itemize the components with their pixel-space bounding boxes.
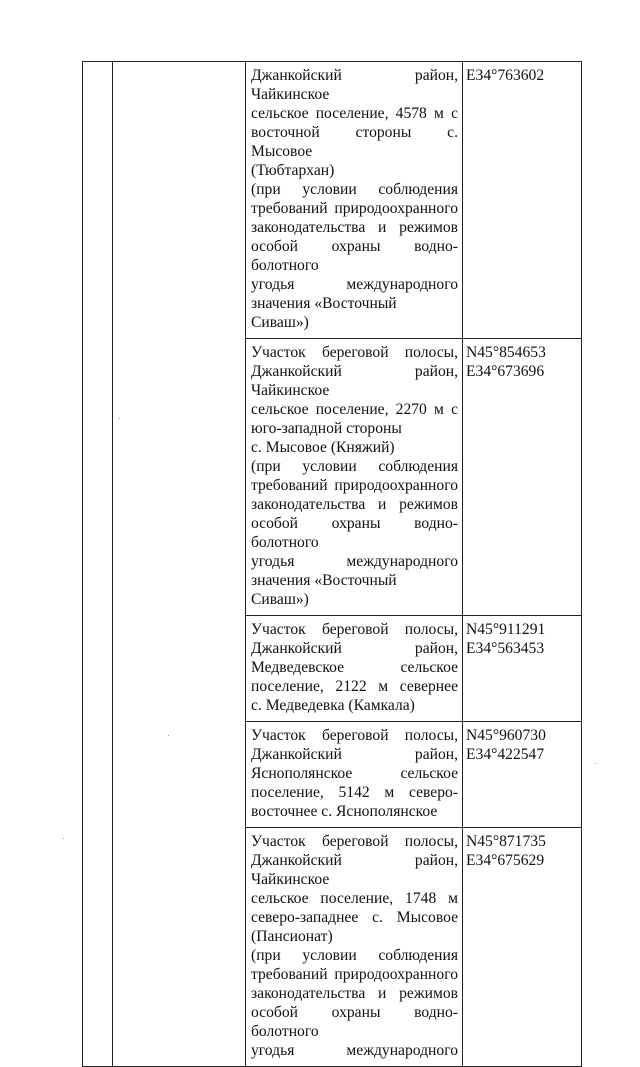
description-line: Джанкойский район, Чайкинское bbox=[251, 67, 458, 103]
coordinates-cell: N45°871735 E34°675629 bbox=[463, 828, 582, 1067]
table-row bbox=[83, 722, 582, 828]
number-cell bbox=[83, 722, 113, 828]
scan-speck bbox=[168, 735, 169, 736]
description-line: требований природоохранного bbox=[251, 477, 458, 494]
description-line: (при условии соблюдения bbox=[251, 181, 458, 198]
scan-speck bbox=[63, 838, 64, 839]
number-cell bbox=[83, 616, 113, 722]
description-cell bbox=[246, 62, 463, 339]
description-line: поселение, 2122 м севернее bbox=[251, 678, 458, 695]
description-line: особой охраны водно-болотного bbox=[251, 238, 458, 274]
description-line: (Тюбтархан) bbox=[251, 162, 335, 179]
number-cell bbox=[83, 339, 113, 616]
coordinates-cell: N45°911291 E34°563453 bbox=[463, 616, 582, 722]
description-line: юго-западной стороны bbox=[251, 420, 402, 437]
description-line: северо-западнее с. Мысовое bbox=[251, 909, 458, 926]
description-cell bbox=[246, 828, 463, 1067]
description-line: поселение, 5142 м северо- bbox=[251, 784, 458, 801]
description-line: угодья международного bbox=[251, 276, 458, 293]
description-line: Джанкойский район, bbox=[251, 746, 458, 763]
description-line: значения «Восточный Сиваш») bbox=[251, 572, 397, 608]
description-line: требований природоохранного bbox=[251, 200, 458, 217]
description-line: восточнее с. Яснополянское bbox=[251, 803, 438, 820]
description-line: особой охраны водно-болотного bbox=[251, 1004, 458, 1040]
name-cell bbox=[113, 616, 246, 722]
number-cell bbox=[83, 62, 113, 339]
description-line: Участок береговой полосы, bbox=[251, 344, 458, 361]
number-cell bbox=[83, 828, 113, 1067]
description-line: Участок береговой полосы, bbox=[251, 621, 458, 638]
description-line: законодательства и режимов bbox=[251, 985, 458, 1002]
scan-speck bbox=[595, 763, 596, 764]
description-line: особой охраны водно-болотного bbox=[251, 515, 458, 551]
description-line: с. Медведевка (Камкала) bbox=[251, 697, 415, 714]
description-line: законодательства и режимов bbox=[251, 219, 458, 236]
description-line: сельское поселение, 4578 м с bbox=[251, 105, 458, 122]
scan-speck bbox=[119, 418, 120, 419]
description-line: значения «Восточный Сиваш») bbox=[251, 295, 397, 331]
description-line: угодья международного bbox=[251, 553, 458, 570]
coordinates-cell: N45°960730 E34°422547 bbox=[463, 722, 582, 828]
description-line: (при условии соблюдения bbox=[251, 947, 458, 964]
table-row bbox=[83, 62, 582, 339]
name-cell bbox=[113, 339, 246, 616]
description-cell bbox=[246, 616, 463, 722]
description-line: сельское поселение, 2270 м с bbox=[251, 401, 458, 418]
description-line: Джанкойский район, bbox=[251, 640, 458, 657]
description-line: Джанкойский район, Чайкинское bbox=[251, 852, 458, 888]
description-line: сельское поселение, 1748 м bbox=[251, 890, 458, 907]
description-cell bbox=[246, 339, 463, 616]
description-cell bbox=[246, 722, 463, 828]
description-line: Участок береговой полосы, bbox=[251, 833, 458, 850]
table-row bbox=[83, 828, 582, 1067]
description-line: (при условии соблюдения bbox=[251, 458, 458, 475]
description-line: законодательства и режимов bbox=[251, 496, 458, 513]
name-cell bbox=[113, 62, 246, 339]
table-row bbox=[83, 339, 582, 616]
description-line: требований природоохранного bbox=[251, 966, 458, 983]
sites-table bbox=[82, 61, 582, 1067]
description-line: восточной стороны с. Мысовое bbox=[251, 124, 458, 160]
description-line: Медведевское сельское bbox=[251, 659, 458, 676]
name-cell bbox=[113, 828, 246, 1067]
description-line: Яснополянское сельское bbox=[251, 765, 458, 782]
coordinates-cell: N45°854653 E34°673696 bbox=[463, 339, 582, 616]
description-line: Участок береговой полосы, bbox=[251, 727, 458, 744]
table-row bbox=[83, 616, 582, 722]
name-cell bbox=[113, 722, 246, 828]
description-line: (Пансионат) bbox=[251, 928, 333, 945]
description-line: с. Мысовое (Княжий) bbox=[251, 439, 395, 456]
description-line: угодья международного bbox=[251, 1042, 458, 1059]
coordinates-cell: E34°763602 bbox=[463, 62, 582, 339]
description-line: Джанкойский район, Чайкинское bbox=[251, 363, 458, 399]
